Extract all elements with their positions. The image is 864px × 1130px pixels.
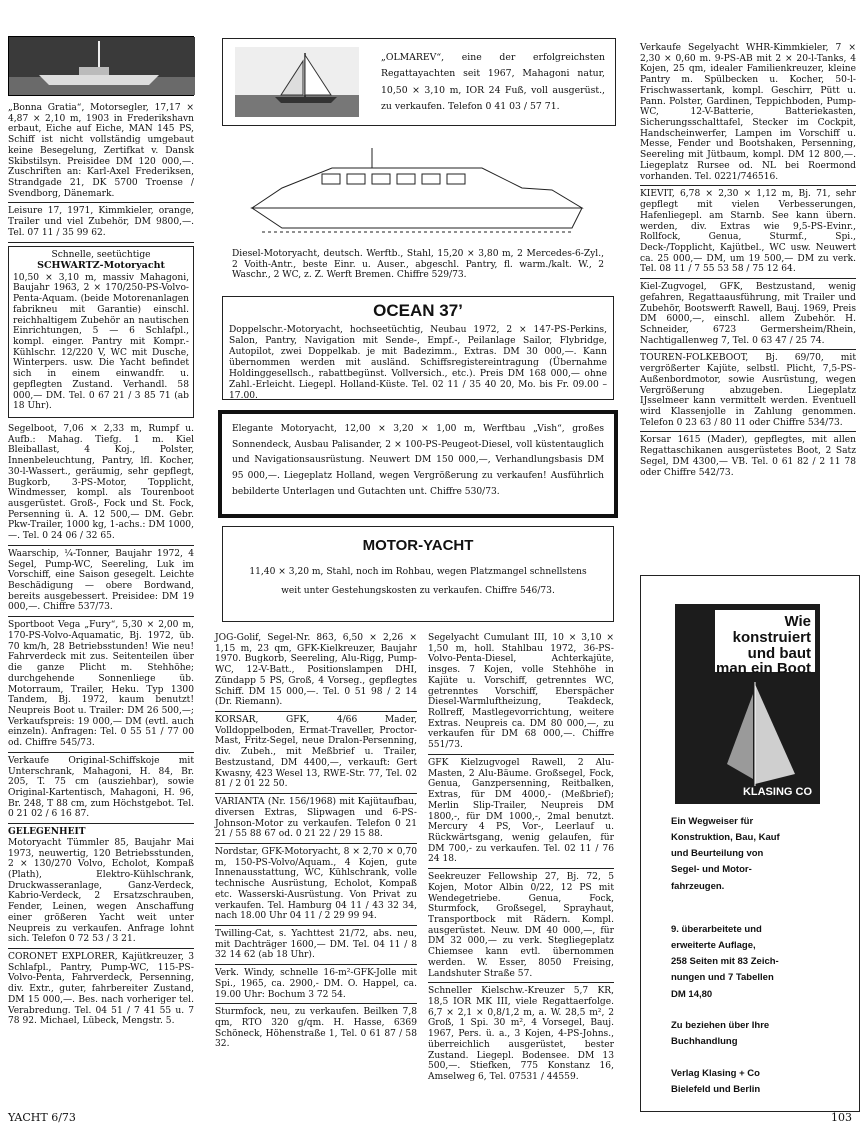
- ad-sturmfock: Sturmfock, neu, zu verkaufen. Beilken 7,8 qm, RTO 320 g/qm. H. Hasse, 6369 Schöneck, Höhenstraße 1, Tel. 0 61 87 / 58 32.: [215, 1007, 417, 1050]
- ad-vish-box: [218, 410, 618, 518]
- book-line-3: und Beurteilung von: [671, 848, 764, 860]
- book-cover-publisher: KLASING CO: [742, 786, 812, 798]
- vish-body: Elegante Motoryacht, 12,00 × 3,20 × 1,00 m, Werftbau „Vish“, großes Sonnendeck, Ausbau Palisander, 2 × 100-PS-Peugeot-Diesel, voll küstentauglich und Navigationsausrüstung. Neuwert DM 150 000,—, Verhandlungsbasis DM 95 000,—. Liegeplatz Holland, wegen Vergrößerung zu verkaufen! Ausführlich bebilderte Unterlagen und Gutachten unt. Chiffre 530/73.: [232, 424, 604, 497]
- book-description: [671, 814, 851, 895]
- ad-kiel-zugvogel: Kiel-Zugvogel, GFK, Bestzustand, wenig gefahren, Regattaausführung, mit Trailer und Zubehör, Bootswerft Rawell, Bauj. 1969, Preis DM 6000,—, einschl. allem Zubehör. H. Schneider, 6723 Germersheim/Rhein, Nachtigallenweg 7, Tel. 0 63 47 / 25 74.: [640, 282, 856, 346]
- sailboat-diagram-icon: [675, 604, 820, 804]
- ad-fellowship: Seekreuzer Fellowship 27, Bj. 72, 5 Kojen, Motor Albin 0/22, 12 PS mit Wendegetriebe. Genua, Fock, Sturmfock, Großsegel, Sprayhaut, Transportbock mit Rädern. Kompl. ausgerüstet. Neuw. DM 40 000,—, für DM 32 000,— zu verk. Stegliegeplatz Chiemsee kann evtl. übernommen werden. W. Esser, 8050 Freising, Landshuter Straße 57.: [428, 872, 614, 979]
- schwartz-body: 10,50 × 3,10 m, massiv Mahagoni, Baujahr 1963, 2 × 170/250-PS-Volvo-Penta-Aquam. (beide Motorenanlagen fabrikneu mit Garantie) einschl. reichhaltigem Zubehör an nautischen Einrichtungen, 5 — 6 Schlafpl., kompl. einger. Pantry mit Kompr.-Kühlschr. 12/220 V, WC mit Dusche, Winterpers. usw. Die Yacht befindet sich in einem einwandfr. u. gepflegten Zustand. Verhandl. 58 000,— DM. Tel. 0 67 21 / 3 85 71 (ab 18 Uhr).: [13, 272, 189, 412]
- column-1: [8, 36, 194, 1030]
- motoryacht-drawing: [222, 128, 614, 243]
- book-line-14: Bielefeld und Berlin: [671, 1084, 761, 1096]
- ad-bonna-gratia: „Bonna Gratia“, Motorsegler, 17,17 × 4,87 × 2,10 m, 1903 in Frederikshavn erbaut, Eiche auf Eiche, MAN 145 PS, Schiff ist nicht vollständig umgebaut keine Besegelung, Zertifkat v. Dansk Skibstilsyn. Preisidee DM 120 000,—. Zuschriften an: Karl-Axel Frederiksen, Strandgade 21, DK 5700 Troense / Svendborg, Dänemark.: [8, 103, 194, 199]
- sailboat-illustration: [235, 47, 359, 117]
- motoryacht-title: MOTOR-YACHT: [362, 537, 474, 554]
- book-line-11: Zu beziehen über Ihre: [671, 1020, 770, 1031]
- book-edition: [671, 922, 851, 1003]
- book-line-9: nungen und 7 Tabellen: [671, 972, 774, 984]
- ad-jog-golif: JOG-Golif, Segel-Nr. 863, 6,50 × 2,26 × 1,15 m, 23 qm, GFK-Kielkreuzer, Baujahr 1970. Bugkorb, Seereling, Alu-Rigg, Pump-WC, 12-V-Batt., Positionslampen DHI, Zündapp 5 PS, Groß, 4 Vorseg., gepflegtes Schiff. DM 15 000,—. Tel. 0 51 98 / 2 14 (Dr. Riemann).: [215, 633, 417, 708]
- ad-leisure: Leisure 17, 1971, Kimmkieler, orange, Trailer und viel Zubehör, DM 9800,—. Tel. 07 11 / 35 99 62.: [8, 206, 194, 238]
- schwartz-heading-1: Schnelle, seetüchtige: [51, 249, 151, 260]
- book-line-6: 9. überarbeitete und: [671, 924, 762, 935]
- book-line-4: Segel- und Motor-: [671, 864, 752, 876]
- ad-whr: Verkaufe Segelyacht WHR-Kimmkieler, 7 × 2,30 × 0,60 m. 9-PS-AB mit 2 × 20-l-Tanks, 4 Kojen, 25 qm, idealer Familienkreuzer, kleine Pantry m. Spülbecken u. Kocher, 50-l-Frischwassertank, kompl. Geschirr, Pütt u. Pann. Polster, Gardinen, Teppichboden, Pump-WC, 12-V-Batterie, Batteriekasten, Sicherungsschalttafel, Stecker im Cockpit, Handscheinwerfer, Lampen im Vorschiff u. Messe, Fender und Bootshaken, Persenning, Seereling mit Jütbaum, kompl. DM 12 800,—. Liegeplatz Rursee od. NL bei Roermond vorhanden. Tel. 0221/746516.: [640, 43, 856, 182]
- boat-photo-illustration: [9, 37, 195, 95]
- ad-nordstar: Nordstar, GFK-Motoryacht, 8 × 2,70 × 0,70 m, 150-PS-Volvo/Aquam., 4 Kojen, gute Innenausstattung, WC, Kühlschrank, volle technische Ausrüstung, Echolot, Kompaß etc. Wasserski-Ausrüstung. Von Privat zu verkaufen. Tel. Hamburg 04 11 / 43 32 34, nach 18.00 Uhr 04 11 / 2 29 99 94.: [215, 846, 417, 922]
- ad-motoryacht-box: [222, 526, 614, 622]
- footer-issue: YACHT 6/73: [8, 1111, 76, 1124]
- olmarev-text: „OLMAREV“, eine der erfolgreichsten Regattayachten seit 1967, Mahagoni natur, 10,50 × 3,10 m, IOR 24 Fuß, voll ausgerüst., zu verkaufen. Telefon 0 41 03 / 57 71.: [381, 52, 605, 112]
- column-4: [640, 40, 856, 481]
- book-line-8: 258 Seiten mit 83 Zeich-: [671, 956, 779, 968]
- ad-gelegenheit-body: Motoryacht Tümmler 85, Baujahr Mai 1973, neuwertig, 120 Betriebsstunden, 2 × 130/270 Volvo, Echolot, Kompaß (Plath), Elektro-Kühlschrank, Druckwasseranlage, Ganz-Verdeck, Kabrio-Verdeck, 2 Ersatzschrauben, Fender, Leinen, wegen Anschaffung einer größeren Yacht weit unter Neupreis zu verkaufen. Anfrage lohnt sich. Telefon 0 72 53 / 3 21.: [8, 837, 194, 945]
- book-line-2: Konstruktion, Bau, Kauf: [671, 832, 780, 844]
- ad-diesel-box: [222, 128, 614, 290]
- ad-varianta: VARIANTA (Nr. 156/1968) mit Kajütaufbau, diversen Extras, Slipwagen und 6-PS-Johnson-Motor zu verkaufen. Telefon 0 21 21 / 55 88 67 od. 0 21 22 / 29 15 88.: [215, 797, 417, 840]
- book-line-13: Verlag Klasing + Co: [671, 1068, 760, 1079]
- ad-waarschip: Waarschip, ¼-Tonner, Baujahr 1972, 4 Segel, Pump-WC, Seereling, Luk im Vorschiff, eine Saison gesegelt. Leichte Beschädigung — obere Bordwand, bereits ausgebessert. Preisidee: DM 19 000,—. Chiffre 537/73.: [8, 548, 194, 613]
- ad-schneller: Schneller Kielschw.-Kreuzer 5,7 KR, 18,5 IOR MK III, viele Regattaerfolge. 6,7 × 2,1 × 0,8/1,2 m, a. W. 28,5 m², 2 Groß, 1 Spi. 30 m², 4 Vorsegel, Bauj. 1967, Pers. ü. a., 3 Kojen, 4-PS-Johns., überreichlich ausgerüstet, bester Zustand. Liegepl. Bodensee. DM 13 500,—. Stiefken, 775 Konstanz 16, Amselweg 6, Tel. 07531 / 44559.: [428, 986, 614, 1083]
- ad-windy: Verk. Windy, schnelle 16-m²-GFK-Jolle mit Spi., 1965, ca. 2900,- DM. O. Happel, ca. 19.00 Uhr: Bochum 3 72 54.: [215, 968, 417, 1000]
- ad-schwartz: [8, 246, 194, 418]
- olmarev-photo: [235, 47, 359, 117]
- ad-cumulant: Segelyacht Cumulant III, 10 × 3,10 × 1,50 m, holl. Stahlbau 1972, 36-PS-Volvo-Penta-Diesel, Achterkajüte, insges. 7 Kojen, volle Stehhöhe in Kajüte u. Vorschiff, getrenntes WC, getrenntes Vorschiff, Eberspächer Diesel-Warmluftheizung, Teakdeck, Rollreff, Mastlegevorrichtung, weitere Extras. Neupreis ca. DM 80 000,—, zu verkaufen für DM 68 000,—. Chiffre 551/73.: [428, 633, 614, 751]
- book-price: DM 14,80: [671, 988, 713, 1000]
- ad-ocean-box: [222, 296, 614, 400]
- column-3-lower: [428, 630, 614, 1086]
- book-availability: [671, 1018, 851, 1050]
- ad-twilling-cat: Twilling-Cat, s. Yachttest 21/72, abs. neu, mit Dachträger 1600,— DM. Tel. 04 11 / 8 32 14 62 (ab 18 Uhr).: [215, 928, 417, 961]
- ad-olmarev-box: [222, 38, 616, 126]
- ad-gelegenheit-heading: GELEGENHEIT: [8, 826, 86, 838]
- motoryacht-body: 11,40 × 3,20 m, Stahl, noch im Rohbau, wegen Platzmangel schnellstens weit unter Gestehungskosten zu verkaufen. Chiffre 546/73.: [249, 567, 587, 597]
- ad-touren-folkeboot: TOUREN-FOLKEBOOT, Bj. 69/70, mit vergrößerter Kajüte, selbstl. Plicht, 7,5-PS-Außenbordmotor, sowie Ausrüstung, wegen Vergrößerung abzugeben. Liegeplatz IJsselmeer kann vermittelt werden. Eventuell wird Klassenjolle in Zahlung genommen. Telefon 0 23 63 / 80 11 oder Chiffre 534/73.: [640, 353, 856, 428]
- book-publisher: [671, 1066, 851, 1098]
- ad-schiffskoje: Verkaufe Original-Schiffskoje mit Unterschrank, Mahagoni, H. 84, Br. 205, T. 75 cm (ausziehbar), sowie Original-Kartentisch, Mahagoni, H. 96, Br. 248, T 88 cm, zum Höchstgebot. Tel. 0 21 02 / 6 16 87.: [8, 755, 194, 820]
- ad-korsar-1615: Korsar 1615 (Mader), gepflegtes, mit allen Regattaschikanen ausgerüstetes Boot, 2 Satz Segel, DM 4300,— VB. Tel. 0 61 82 / 2 11 78 oder Chiffre 542/73.: [640, 435, 856, 478]
- column-2-lower: [215, 630, 417, 1053]
- ad-coronet: CORONET EXPLORER, Kajütkreuzer, 3 Schlafpl., Pantry, Pump-WC, 115-PS-Volvo-Penta, Fahrverdeck, Persenning, div. Extr., guter, fahrbereiter Zustand, DM 15 000,—. Bes. nach vorheriger tel. Verabredung. Tel. 04 51 / 7 41 55 u. 7 78 92. Michael, Lübeck, Mengstr. 5.: [8, 952, 194, 1027]
- ad-rawell: GFK Kielzugvogel Rawell, 2 Alu-Masten, 2 Alu-Bäume. Großsegel, Fock, Genua, Ganzpersenning, Reitbalken, Extras, für DM 4000,- (Meßbrief); Merlin Slip-Trailer, Neupreis DM 1800,-, für DM 1000,-, 2mal benutzt. Mercury 4 PS, Vor-, Leerlauf u. Rückwärtsgang, wenig gelaufen, für DM 700,- zu verkaufen. Tel. 02 11 / 76 24 18.: [428, 757, 614, 865]
- boat-photo: [8, 36, 194, 96]
- book-ad: [640, 575, 860, 1112]
- book-line-7: erweiterte Auflage,: [671, 940, 756, 952]
- ad-korsar-gfk: KORSAR, GFK, 4/66 Mader, Volldoppelboden, Ermat-Traveller, Proctor-Mast, Fritz-Segel, neue Dralon-Persenning, div. Zubeh., mit Meßbrief u. Trailer, Bestzustand, DM 4400,—, verkauft: Gert Kwasny, 423 Wesel 13, RWE-Str. 77, Tel. 02 81 / 2 01 22 50.: [215, 715, 417, 790]
- book-cover: [675, 604, 820, 804]
- ad-sportboot: Sportboot Vega „Fury“, 5,30 × 2,00 m, 170-PS-Volvo-Aquamatic, Bj. 1972, üb. 70 km/h, 28 Betriebsstunden! Wie neu! Fahrverdeck mit zus. Seitenteilen über die ganze Plicht m. Stehhöhe; durchgehende Sonnenliege üb. Motorraum, Trailer, Heku. Typ 1300 Tandem, Bj. 1972, kaum benutzt! Neupreis Boot u. Trailer: DM 26 500,—; Verkaufspreis: 19 000,— DM (evtl. auch einzeln). Anfragen: Tel. 0 55 51 / 77 00 od. Chiffre 545/73.: [8, 620, 194, 749]
- book-line-12: Buchhandlung: [671, 1036, 738, 1048]
- schwartz-heading-2: SCHWARTZ-Motoryacht: [37, 259, 165, 271]
- footer-page-number: 103: [831, 1111, 852, 1124]
- ad-segelboot: Segelboot, 7,06 × 2,33 m, Rumpf u. Aufb.: Mahag. Tiefg. 1 m. Kiel Bleiballast, 4 Koj., Polster, Innenbeleuchtung, Pantry, lfl. Kocher, 30-l-Wassert., geräumig, sehr gepflegt, Bugkorb, 3-PS-Motor, Topplicht, Windmesser, kompl. als Tourenboot ausgerüstet. Groß-, Fock und St. Fock, Persenning ü. A. 12 500,— DM. Gebr. Pkw-Trailer, 1000 kg, 1-achs.: DM 1000,—. Tel. 0 24 06 / 32 65.: [8, 423, 194, 542]
- book-cover-title: Wie konstruiert und baut man ein Boot: [715, 613, 811, 678]
- book-line-1: Ein Wegweiser für: [671, 816, 754, 827]
- diesel-text: Diesel-Motoryacht, deutsch. Werftb., Stahl, 15,20 × 3,80 m, 2 Mercedes-6-Zyl., 2 Voith-Antr., beste Einr. u. Auser., abgeschl. Pantry, fl. warm./kalt. W., 2 Waschr., 2 WC, z. Z. Werft Bremen. Chiffre 529/73.: [232, 249, 604, 281]
- ad-kievit: KIEVIT, 6,78 × 2,30 × 1,12 m, Bj. 71, sehr gepflegt mit vielen Verbesserungen, Hafenliegepl. am Starnb. See kann übern. werden, div. Extras wie 9,5-PS-Evinr., Rollfock, Genua, Sturmf., Spi., Deck-/Topplicht, Kajütbel., WC usw. Neuwert ca. 25 000,— DM, um 19 500,— DM zu verk. Tel. 08 11 / 7 55 53 58 / 75 12 64.: [640, 189, 856, 275]
- book-line-5: fahrzeugen.: [671, 880, 725, 892]
- ocean-title: OCEAN 37’: [373, 301, 463, 320]
- ocean-body: Doppelschr.-Motoryacht, hochseetüchtig, Neubau 1972, 2 × 147-PS-Perkins, Salon, Pantry, Navigation mit Sende-, Empf.-, Peilanlage Sailor, Flybridge, Autopilot, zwei Doppelkab. je mit Badezimm., Extras. DM 30 000,—. Kann übernommen werden mit ausländ. Schiffsregistereintragung (Übernahme Holdinggesellsch., rabattbegünst. Vollversich., etc.). Preis DM 168 000,— ohne Zahl.-Erleicht. Liegepl. Holland-Küste. Tel. 02 11 / 35 40 20, Mo. bis Fr. 09.00 – 17.00.: [229, 324, 607, 402]
